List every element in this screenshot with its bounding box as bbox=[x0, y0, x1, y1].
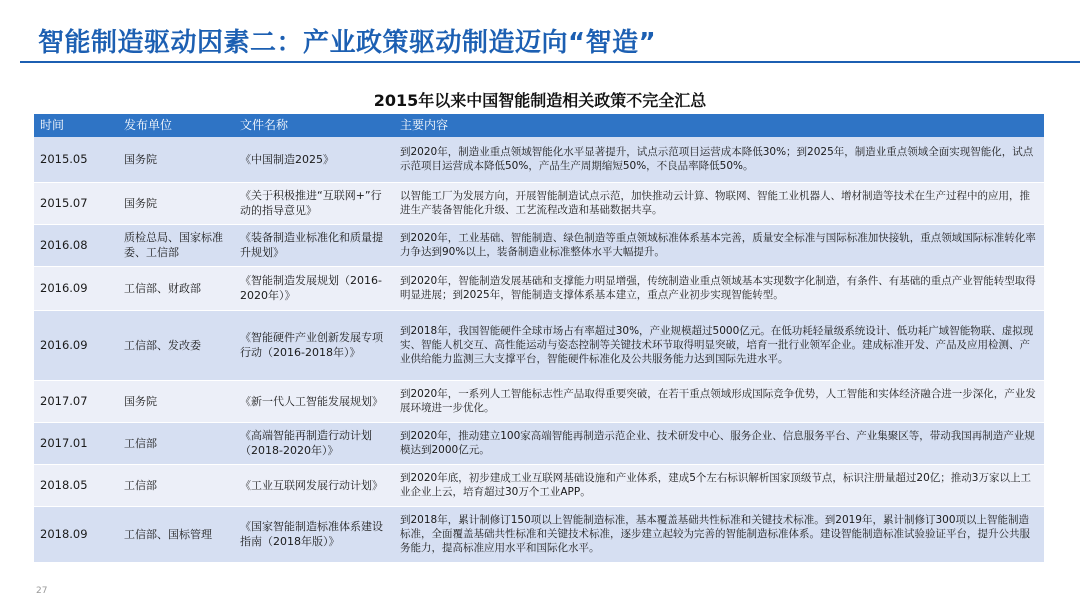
cell-org: 工信部 bbox=[118, 422, 234, 464]
cell-org: 工信部、财政部 bbox=[118, 266, 234, 310]
table-row bbox=[34, 464, 1044, 506]
table-row bbox=[34, 422, 1044, 464]
cell-date: 2017.07 bbox=[34, 380, 118, 422]
cell-org: 工信部、国标管理 bbox=[118, 506, 234, 562]
cell-date: 2016.08 bbox=[34, 224, 118, 266]
cell-document: 《新一代人工智能发展规划》 bbox=[234, 380, 394, 422]
cell-date: 2016.09 bbox=[34, 266, 118, 310]
policy-table bbox=[34, 114, 1044, 563]
cell-content: 到2020年，制造业重点领域智能化水平显著提升，试点示范项目运营成本降低30%；到2025年，制造业重点领域全面实现智能化，试点示范项目运营成本降低50%，产品生产周期缩短50%，不良品率降低50%。 bbox=[394, 137, 1044, 182]
cell-content: 到2020年底，初步建成工业互联网基础设施和产业体系，建成5个左右标识解析国家顶级节点，标识注册量超过20亿；推动3万家以上工业企业上云，培育超过30万个工业APP。 bbox=[394, 464, 1044, 506]
table-row bbox=[34, 137, 1044, 182]
cell-content: 到2018年，累计制修订150项以上智能制造标准，基本覆盖基础共性标准和关键技术标准。到2019年，累计制修订300项以上智能制造标准，全面覆盖基础共性标准和关键技术标准，逐步建立起较为完善的智能制造标准体系。建设智能制造标准试验验证平台，提升公共服务能力，提高标准应用水平和国际化水平。 bbox=[394, 506, 1044, 562]
page-title: 智能制造驱动因素二：产业政策驱动制造迈向“智造” bbox=[38, 28, 657, 58]
cell-date: 2015.05 bbox=[34, 137, 118, 182]
column-header-org: 发布单位 bbox=[118, 114, 234, 137]
cell-date: 2018.09 bbox=[34, 506, 118, 562]
cell-org: 国务院 bbox=[118, 182, 234, 224]
column-header-content: 主要内容 bbox=[394, 114, 1044, 137]
page-number: 27 bbox=[36, 586, 48, 596]
cell-org: 工信部、发改委 bbox=[118, 310, 234, 380]
cell-date: 2017.01 bbox=[34, 422, 118, 464]
cell-content: 到2020年，智能制造发展基础和支撑能力明显增强，传统制造业重点领域基本实现数字化制造，有条件、有基础的重点产业智能转型取得明显进展；到2025年，智能制造支撑体系基本建立，重点产业初步实现智能转型。 bbox=[394, 266, 1044, 310]
cell-document: 《关于积极推进“互联网+”行动的指导意见》 bbox=[234, 182, 394, 224]
table-row bbox=[34, 224, 1044, 266]
table-caption: 2015年以来中国智能制造相关政策不完全汇总 bbox=[373, 91, 707, 110]
cell-content: 到2020年，推动建立100家高端智能再制造示范企业、技术研发中心、服务企业、信息服务平台、产业集聚区等，带动我国再制造产业规模达到2000亿元。 bbox=[394, 422, 1044, 464]
cell-document: 《智能制造发展规划（2016-2020年）》 bbox=[234, 266, 394, 310]
cell-date: 2015.07 bbox=[34, 182, 118, 224]
cell-content: 以智能工厂为发展方向，开展智能制造试点示范，加快推动云计算、物联网、智能工业机器人、增材制造等技术在生产过程中的应用，推进生产装备智能化升级、工艺流程改造和基础数据共享。 bbox=[394, 182, 1044, 224]
cell-org: 工信部 bbox=[118, 464, 234, 506]
table-row bbox=[34, 266, 1044, 310]
cell-document: 《高端智能再制造行动计划（2018-2020年）》 bbox=[234, 422, 394, 464]
cell-date: 2016.09 bbox=[34, 310, 118, 380]
cell-content: 到2020年，一系列人工智能标志性产品取得重要突破，在若干重点领域形成国际竞争优势，人工智能和实体经济融合进一步深化，产业发展环境进一步优化。 bbox=[394, 380, 1044, 422]
title-divider bbox=[20, 61, 1080, 63]
cell-org: 质检总局、国家标准委、工信部 bbox=[118, 224, 234, 266]
cell-date: 2018.05 bbox=[34, 464, 118, 506]
column-header-date: 时间 bbox=[34, 114, 118, 137]
cell-org: 国务院 bbox=[118, 137, 234, 182]
cell-document: 《国家智能制造标准体系建设指南（2018年版）》 bbox=[234, 506, 394, 562]
cell-document: 《装备制造业标准化和质量提升规划》 bbox=[234, 224, 394, 266]
table-header-row bbox=[34, 114, 1044, 137]
table-row bbox=[34, 310, 1044, 380]
cell-document: 《智能硬件产业创新发展专项行动（2016-2018年）》 bbox=[234, 310, 394, 380]
table-row bbox=[34, 182, 1044, 224]
column-header-document: 文件名称 bbox=[234, 114, 394, 137]
table-row bbox=[34, 506, 1044, 562]
cell-content: 到2020年，工业基础、智能制造、绿色制造等重点领域标准体系基本完善，质量安全标准与国际标准加快接轨，重点领域国际标准转化率力争达到90%以上，装备制造业标准整体水平大幅提升。 bbox=[394, 224, 1044, 266]
cell-document: 《工业互联网发展行动计划》 bbox=[234, 464, 394, 506]
table-row bbox=[34, 380, 1044, 422]
cell-org: 国务院 bbox=[118, 380, 234, 422]
cell-content: 到2018年，我国智能硬件全球市场占有率超过30%，产业规模超过5000亿元。在低功耗轻量级系统设计、低功耗广域智能物联、虚拟现实、智能人机交互、高性能运动与姿态控制等关键技术环节取得明显突破，培育一批行业领军企业。建成标准开发、产品及应用检测、产业供给能力监测三大支撑平台，智能硬件标准化及公共服务能力达到国际先进水平。 bbox=[394, 310, 1044, 380]
cell-document: 《中国制造2025》 bbox=[234, 137, 394, 182]
